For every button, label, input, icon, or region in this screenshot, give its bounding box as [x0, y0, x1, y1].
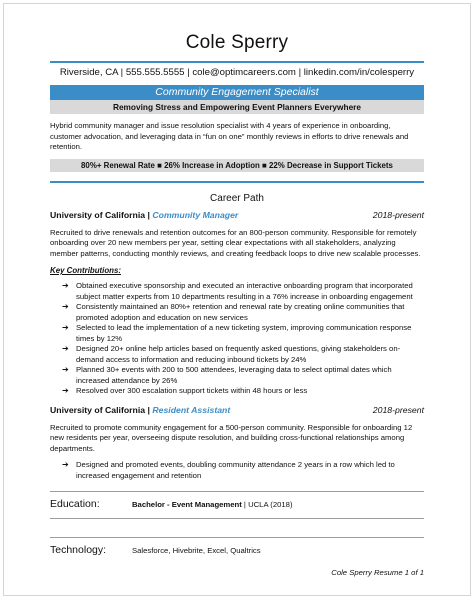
section-divider: [50, 537, 424, 538]
tagline-banner: Removing Stress and Empowering Event Planners Everywhere: [50, 100, 424, 114]
candidate-name: Cole Sperry: [185, 32, 289, 53]
job-role: Community Manager: [152, 209, 239, 220]
arrow-right-icon: ➔: [62, 323, 69, 332]
degree: Bachelor - Event Management: [132, 500, 242, 509]
school: | UCLA (2018): [241, 500, 293, 509]
contributions-label: Key Contributions:: [50, 266, 122, 275]
page-footer: Cole Sperry Resume 1 of 1: [331, 568, 424, 577]
job-dates: 2018-present: [372, 209, 424, 220]
education-value: [132, 500, 293, 509]
education-row: [50, 498, 424, 510]
job-title-line: [50, 405, 230, 415]
section-divider: [50, 491, 424, 492]
list-item: ➔ Consistently maintained an 80%+ retention and renewal rate by creating online communities that promoted adoption and education on new services: [62, 302, 405, 322]
header-divider: [50, 61, 424, 63]
technology-row: [50, 544, 424, 556]
headline-banner: Community Engagement Specialist: [50, 85, 424, 100]
list-item: ➔ Selected to lead the implementation of a new ticketing system, improving communication response times by 12%: [62, 323, 412, 343]
arrow-right-icon: ➔: [62, 281, 69, 290]
job-role: Resident Assistant: [152, 404, 231, 415]
list-item: ➔ Obtained executive sponsorship and executed an interactive onboarding program that incorporated subject matter experts from 10 departments resulting in a 76% increase in onboarding engagement: [62, 281, 413, 301]
job-description: Recruited to promote community engagement for a 500-person community. Responsible for onboarding 12 new residents per year, overseeing dispute resolution, and building cross-functional relationships among departments.: [50, 422, 413, 453]
job-dates: 2018-present: [372, 404, 424, 415]
technology-value: Salesforce, Hivebrite, Excel, Qualtrics: [132, 546, 261, 555]
education-label: Education:: [50, 498, 100, 510]
section-divider: [50, 518, 424, 519]
list-item: ➔ Planned 30+ events with 200 to 500 attendees, leveraging data to select optimal dates which increased attendance by 26%: [62, 365, 392, 385]
section-heading-career: Career Path: [210, 192, 264, 204]
resume-content: [50, 4, 424, 577]
job-title-line: [50, 210, 238, 220]
contributions-list: [50, 281, 424, 397]
job-org: University of California |: [50, 404, 150, 415]
stats-banner: 80%+ Renewal Rate ■ 26% Increase in Adoption ■ 22% Decrease in Support Tickets: [50, 159, 424, 172]
arrow-right-icon: ➔: [62, 302, 69, 311]
arrow-right-icon: ➔: [62, 365, 69, 374]
job-entry: [50, 405, 424, 482]
job-header: [50, 210, 424, 220]
list-item: ➔ Designed 20+ online help articles based on frequently asked questions, giving stakeholders on-demand access to information and reducing inbound tickets by 24%: [62, 344, 401, 364]
arrow-right-icon: ➔: [62, 460, 69, 469]
list-item: ➔ Designed and promoted events, doubling community attendance 2 years in a row which led to increased engagement and retention: [62, 460, 395, 480]
summary-paragraph: Hybrid community manager and issue resolution specialist with 4 years of experience in onboarding, customer advocation, and leveraging data in “fun on one” monthly reviews in efforts to drive renewals and retention.: [50, 121, 409, 151]
career-divider: [50, 181, 424, 183]
technology-label: Technology:: [50, 544, 107, 556]
job-description: Recruited to drive renewals and retention outcomes for an 800-person community. Responsible for remotely onboarding over 20 new members per year, setting clear expectations with all stakeholders, analyzing member patterns, conducting monthly reviews, and creating feedback loops to drive new scalable processes.: [50, 227, 421, 258]
job-entry: [50, 210, 424, 397]
list-item: ➔ Resolved over 300 escalation support tickets within 48 hours or less: [62, 386, 308, 395]
contact-line: Riverside, CA | 555.555.5555 | cole@optimcareers.com | linkedin.com/in/colesperry: [59, 67, 415, 78]
arrow-right-icon: ➔: [62, 344, 69, 353]
arrow-right-icon: ➔: [62, 386, 69, 395]
contributions-list: [50, 460, 424, 481]
resume-page: [3, 3, 471, 596]
job-header: [50, 405, 424, 415]
job-org: University of California |: [50, 209, 150, 220]
